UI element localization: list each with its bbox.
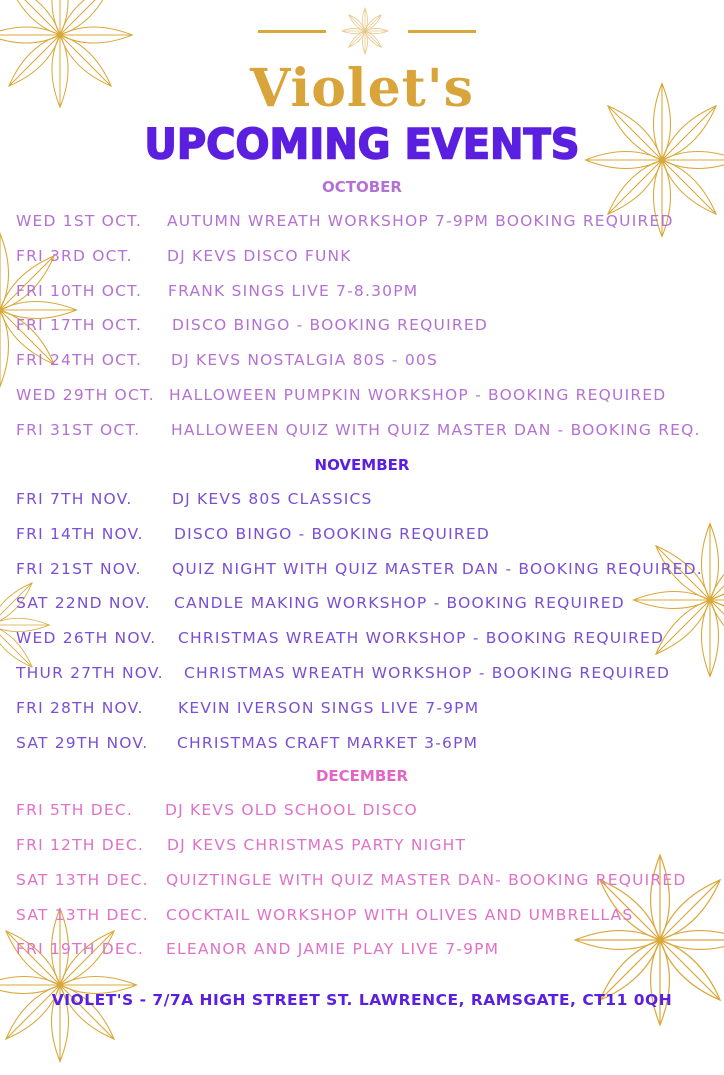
month-heading-november: NOVEMBER: [314, 456, 410, 474]
event-row: [16, 351, 438, 369]
event-title: CHRISTMAS WREATH WORKSHOP - BOOKING REQUIRED: [178, 629, 665, 647]
event-date: SAT 29TH NOV.: [16, 734, 149, 752]
event-row: [16, 282, 419, 300]
brand-title: Violet's: [250, 58, 474, 119]
event-row: [16, 629, 665, 647]
event-date: FRI 10TH OCT.: [16, 282, 143, 300]
event-row: [16, 212, 674, 230]
event-title: DJ KEVS CHRISTMAS PARTY NIGHT: [167, 836, 467, 854]
month-heading-october: OCTOBER: [322, 178, 402, 196]
event-title: DJ KEVS OLD SCHOOL DISCO: [165, 801, 418, 819]
divider-line-right: [408, 30, 476, 33]
month-heading-december: DECEMBER: [315, 767, 409, 785]
event-row: [16, 801, 418, 819]
event-title: DISCO BINGO - BOOKING REQUIRED: [174, 525, 490, 543]
event-date: FRI 17TH OCT.: [16, 316, 143, 334]
event-date: FRI 24TH OCT.: [16, 351, 143, 369]
event-row: [16, 871, 687, 889]
event-row: [16, 421, 701, 439]
event-date: SAT 22ND NOV.: [16, 594, 151, 612]
event-row: [16, 734, 479, 752]
event-title: KEVIN IVERSON SINGS LIVE 7-9PM: [178, 699, 480, 717]
small-flower-icon: [338, 4, 392, 58]
event-date: FRI 21ST NOV.: [16, 560, 142, 578]
event-date: SAT 13TH DEC.: [16, 871, 149, 889]
event-row: [16, 490, 373, 508]
event-date: WED 26TH NOV.: [16, 629, 157, 647]
event-date: WED 29TH OCT.: [16, 386, 155, 404]
event-title: DJ KEVS NOSTALGIA 80S - 00S: [171, 351, 438, 369]
event-date: FRI 19TH DEC.: [16, 940, 145, 958]
event-title: HALLOWEEN PUMPKIN WORKSHOP - BOOKING REQUIRED: [169, 386, 667, 404]
event-row: [16, 247, 352, 265]
event-row: [16, 386, 667, 404]
event-title: QUIZTINGLE WITH QUIZ MASTER DAN- BOOKING REQUIRED: [166, 871, 687, 889]
event-title: QUIZ NIGHT WITH QUIZ MASTER DAN - BOOKING REQUIRED.: [172, 560, 703, 578]
event-row: [16, 836, 467, 854]
event-date: FRI 31ST OCT.: [16, 421, 141, 439]
event-title: COCKTAIL WORKSHOP WITH OLIVES AND UMBRELLAS: [166, 906, 634, 924]
venue-address: VIOLET'S - 7/7A HIGH STREET ST. LAWRENCE, RAMSGATE, CT11 0QH: [51, 991, 673, 1009]
event-title: ELEANOR AND JAMIE PLAY LIVE 7-9PM: [166, 940, 500, 958]
event-title: CHRISTMAS CRAFT MARKET 3-6PM: [177, 734, 479, 752]
event-title: DISCO BINGO - BOOKING REQUIRED: [172, 316, 488, 334]
event-date: FRI 3RD OCT.: [16, 247, 133, 265]
event-row: [16, 664, 671, 682]
event-date: FRI 14TH NOV.: [16, 525, 144, 543]
event-row: [16, 906, 634, 924]
flower-ornament-bottom-right-icon: [560, 840, 724, 1040]
event-row: [16, 560, 703, 578]
event-title: DJ KEVS DISCO FUNK: [167, 247, 352, 265]
event-date: FRI 5TH DEC.: [16, 801, 133, 819]
flower-ornament-left-mid-icon: [0, 210, 90, 410]
event-date: THUR 27TH NOV.: [16, 664, 164, 682]
event-title: HALLOWEEN QUIZ WITH QUIZ MASTER DAN - BOOKING REQ.: [171, 421, 701, 439]
event-row: [16, 699, 480, 717]
event-date: FRI 12TH DEC.: [16, 836, 145, 854]
event-row: [16, 525, 490, 543]
event-date: FRI 28TH NOV.: [16, 699, 144, 717]
event-row: [16, 316, 488, 334]
event-date: FRI 7TH NOV.: [16, 490, 133, 508]
event-title: FRANK SINGS LIVE 7-8.30PM: [168, 282, 419, 300]
event-title: AUTUMN WREATH WORKSHOP 7-9PM BOOKING REQUIRED: [167, 212, 674, 230]
event-row: [16, 594, 625, 612]
event-date: SAT 13TH DEC.: [16, 906, 149, 924]
top-divider-ornament: [258, 8, 468, 60]
event-title: CHRISTMAS WREATH WORKSHOP - BOOKING REQUIRED: [184, 664, 671, 682]
event-row: [16, 940, 500, 958]
event-date: WED 1ST OCT.: [16, 212, 143, 230]
event-title: CANDLE MAKING WORKSHOP - BOOKING REQUIRED: [174, 594, 625, 612]
divider-line-left: [258, 30, 326, 33]
event-title: DJ KEVS 80S CLASSICS: [172, 490, 373, 508]
page-title: UPCOMING EVENTS: [144, 120, 580, 170]
